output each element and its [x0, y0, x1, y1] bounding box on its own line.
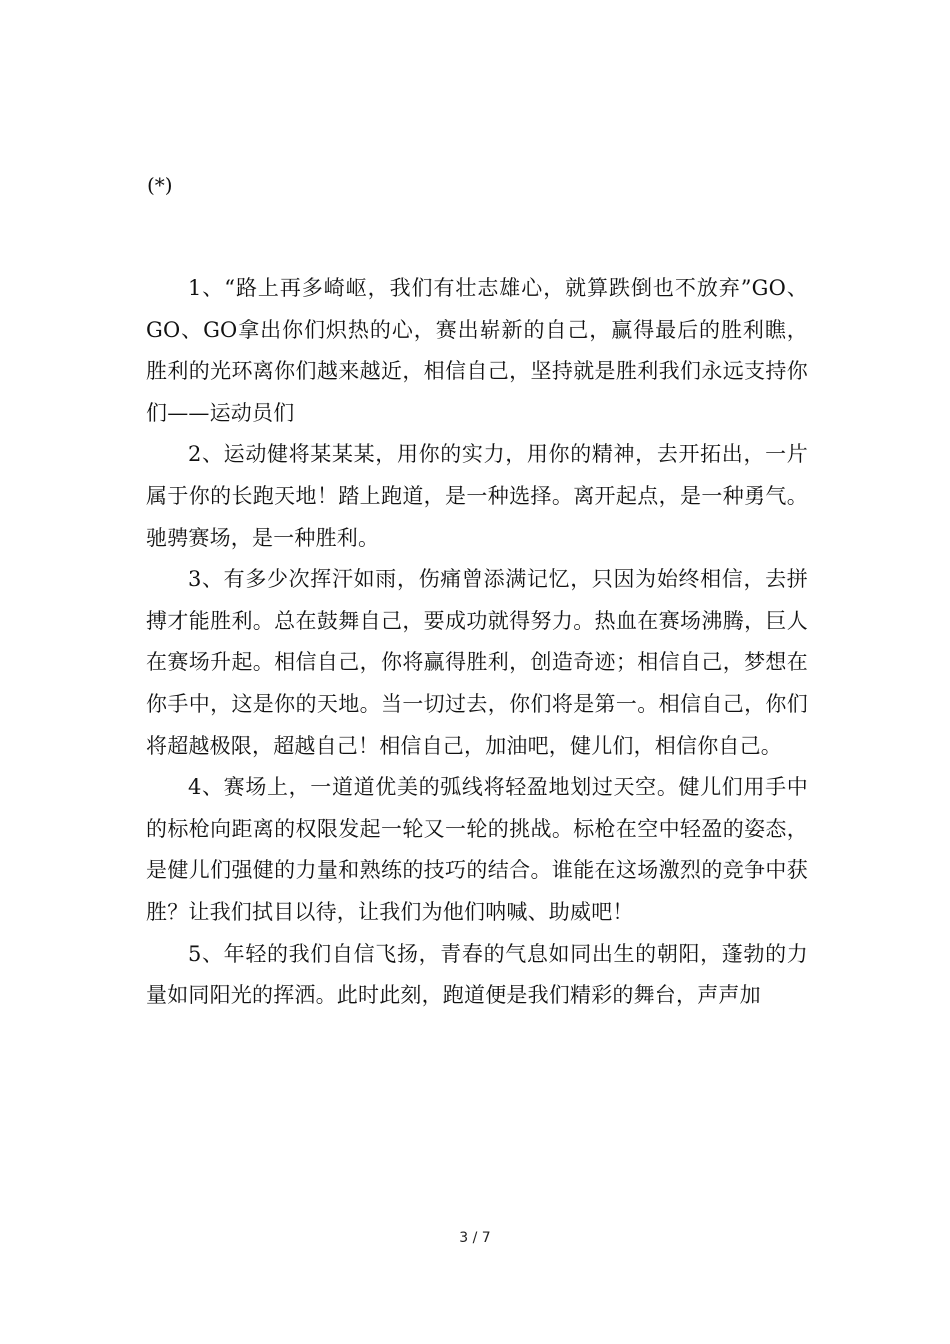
section-marker: (*)	[147, 173, 173, 197]
paragraph-2: 2、运动健将某某某，用你的实力，用你的精神，去开拓出，一片属于你的长跑天地！踏上跑道，是一种选择。离开起点，是一种勇气。驰骋赛场，是一种胜利。	[146, 442, 808, 550]
paragraph-4: 4、赛场上，一道道优美的弧线将轻盈地划过天空。健儿们用手中的标枪向距离的权限发起一轮又一轮的挑战。标枪在空中轻盈的姿态，是健儿们强健的力量和熟练的技巧的结合。谁能在这场激烈的竞争中获胜？让我们拭目以待，让我们为他们呐喊、助威吧！	[146, 775, 808, 924]
paragraph-3: 3、有多少次挥汗如雨，伤痛曾添满记忆，只因为始终相信，去拼搏才能胜利。总在鼓舞自己，要成功就得努力。热血在赛场沸腾，巨人在赛场升起。相信自己，你将赢得胜利，创造奇迹；相信自己，梦想在你手中，这是你的天地。当一切过去，你们将是第一。相信自己，你们将超越极限，超越自己！相信自己，加油吧，健儿们，相信你自己。	[146, 567, 808, 758]
document-body	[146, 268, 808, 1017]
page-number: 3 / 7	[459, 1230, 491, 1246]
paragraph-5: 5、年轻的我们自信飞扬，青春的气息如同出生的朝阳，蓬勃的力量如同阳光的挥洒。此时此刻，跑道便是我们精彩的舞台，声声加	[146, 941, 808, 1008]
paragraph-1: 1、“路上再多崎岖，我们有壮志雄心，就算跌倒也不放弃”GO、GO、GO拿出你们炽热的心，赛出崭新的自己，赢得最后的胜利瞧，胜利的光环离你们越来越近，相信自己，坚持就是胜利我们永远支持你们——运动员们	[146, 276, 808, 425]
